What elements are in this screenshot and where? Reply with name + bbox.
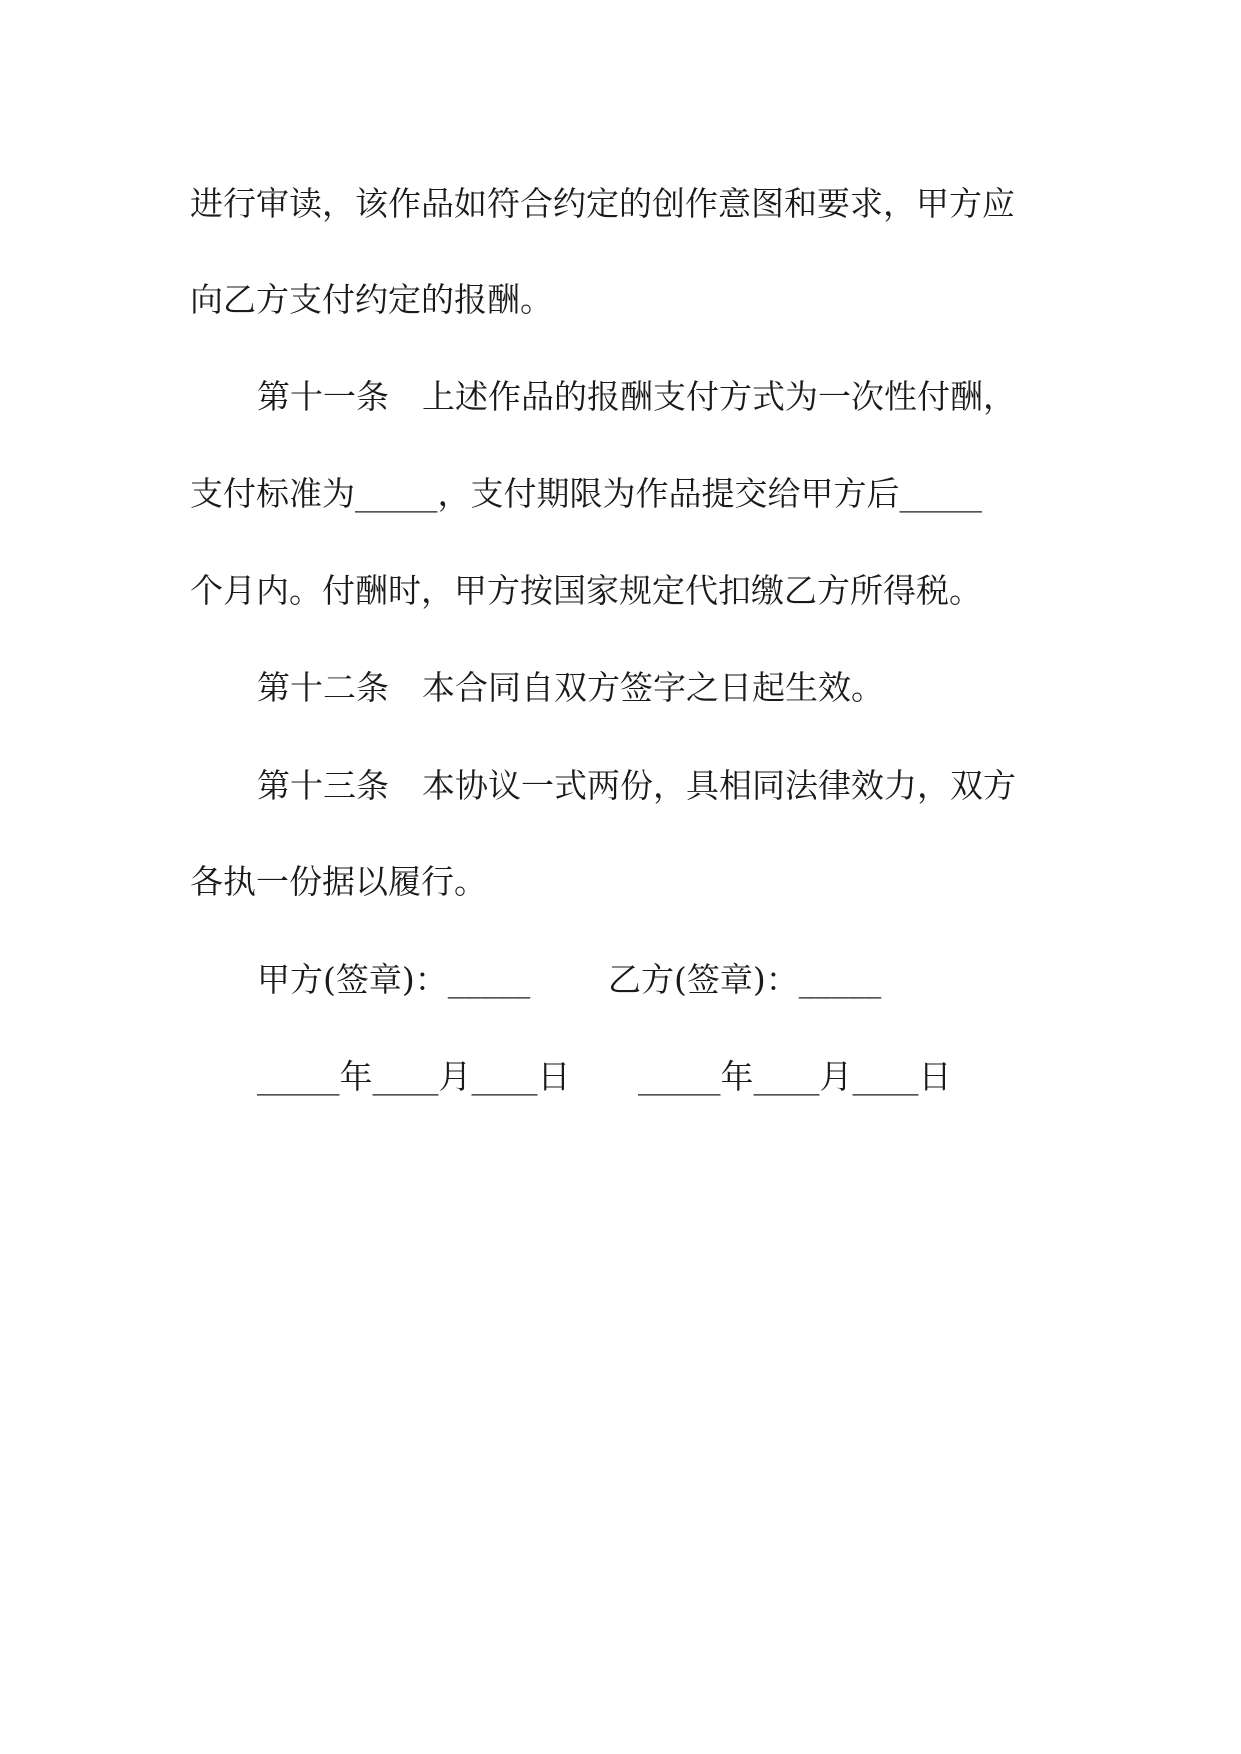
article-11-line-3: 个月内。付酬时，甲方按国家规定代扣缴乙方所得税。 bbox=[190, 571, 982, 610]
article-11-line-1: 第十一条 上述作品的报酬支付方式为一次性付酬， bbox=[257, 377, 1016, 416]
paragraph-line-1: 进行审读，该作品如符合约定的创作意图和要求，甲方应 bbox=[190, 184, 1015, 223]
party-a-signature: 甲方(签章)：_____ bbox=[257, 960, 531, 999]
party-b-signature: 乙方(签章)：_____ bbox=[608, 960, 882, 999]
paragraph-line-2: 向乙方支付约定的报酬。 bbox=[190, 280, 553, 319]
party-b-date: _____年____月____日 bbox=[638, 1057, 952, 1096]
article-12-line: 第十二条 本合同自双方签字之日起生效。 bbox=[257, 668, 884, 707]
article-13-line-1: 第十三条 本协议一式两份，具相同法律效力，双方 bbox=[257, 766, 1016, 805]
article-11-line-2: 支付标准为_____，支付期限为作品提交给甲方后_____ bbox=[190, 474, 982, 513]
party-a-date: _____年____月____日 bbox=[257, 1057, 571, 1096]
article-13-line-2: 各执一份据以履行。 bbox=[190, 862, 487, 901]
